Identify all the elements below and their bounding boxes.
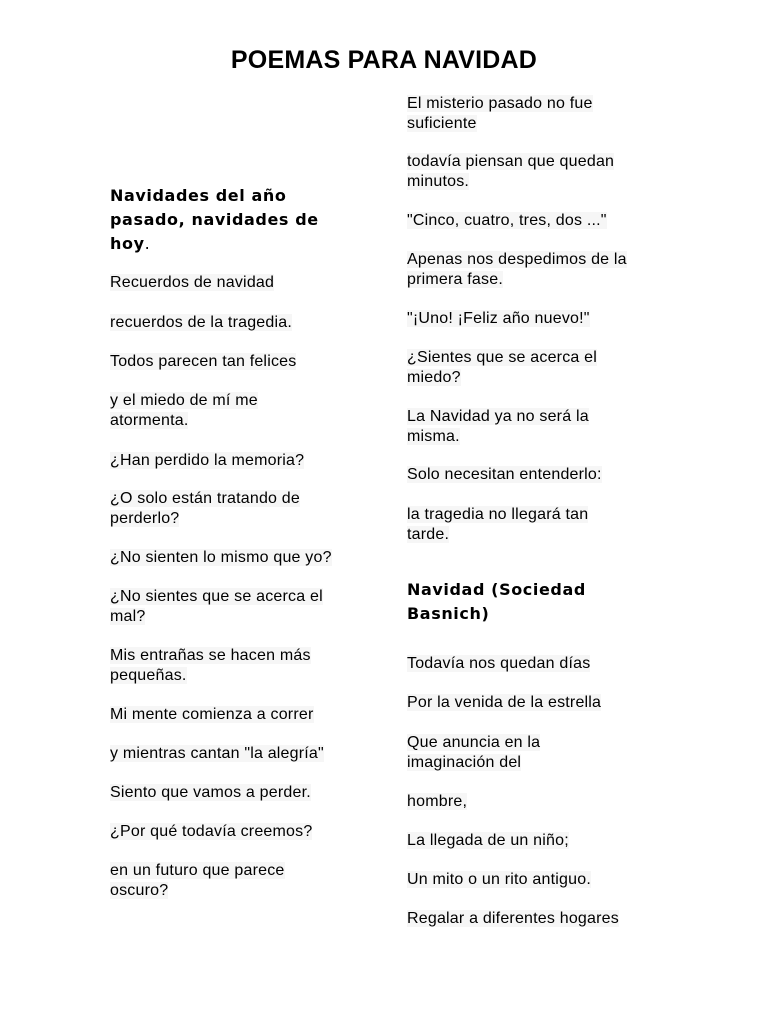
poem-line-text: Todos parecen tan felices bbox=[110, 353, 297, 370]
poem-line bbox=[110, 451, 360, 471]
poem-line bbox=[110, 822, 360, 842]
poem-line-text: ¿Por qué todavía creemos? bbox=[110, 823, 313, 840]
poem-line bbox=[110, 352, 350, 372]
poem-line bbox=[407, 505, 622, 544]
poem-line-text: Apenas nos despedimos de la primera fase. bbox=[407, 251, 627, 288]
poem-line bbox=[110, 313, 350, 333]
poem-line bbox=[110, 489, 335, 528]
poem-line-text: "Cinco, cuatro, tres, dos ..." bbox=[407, 212, 607, 229]
poem-line bbox=[407, 250, 669, 289]
poem-line-text: Siento que vamos a perder. bbox=[110, 784, 311, 801]
poem-line bbox=[110, 273, 350, 293]
poem-line-text: y el miedo de mí me atormenta. bbox=[110, 392, 258, 429]
poem-line-text: ¿No sienten lo mismo que yo? bbox=[110, 549, 332, 566]
poem-line bbox=[407, 733, 577, 772]
poem-heading-navidades bbox=[110, 184, 340, 256]
poem-line bbox=[110, 646, 345, 685]
poem-line-text: ¿O solo están tratando de perderlo? bbox=[110, 490, 300, 527]
poem-line bbox=[110, 744, 370, 764]
left-column bbox=[110, 184, 372, 899]
poem-line-text: ¿Han perdido la memoria? bbox=[110, 452, 305, 469]
poem-line bbox=[407, 407, 632, 446]
poem-line-text: Un mito o un rito antiguo. bbox=[407, 871, 591, 888]
poem-heading-basnich: Navidad (Sociedad Basnich) bbox=[407, 580, 586, 623]
poem-line-text: todavía piensan que quedan minutos. bbox=[407, 153, 615, 190]
poem-line bbox=[407, 465, 669, 485]
poem-line bbox=[110, 391, 300, 430]
poem-line-text: Mi mente comienza a correr bbox=[110, 706, 314, 723]
poem-line bbox=[407, 870, 669, 890]
poem-line-text: Recuerdos de navidad bbox=[110, 274, 275, 291]
poem-line-text: La Navidad ya no será la misma. bbox=[407, 408, 589, 445]
poem-line bbox=[110, 705, 360, 725]
poem-line-text: la tragedia no llegará tan tarde. bbox=[407, 506, 589, 543]
poem-line bbox=[407, 792, 669, 812]
poem-line bbox=[407, 831, 669, 851]
poem-line bbox=[407, 654, 669, 674]
poem-line bbox=[407, 693, 669, 713]
poem-line-text: Solo necesitan entenderlo: bbox=[407, 466, 602, 483]
poem-line-text: Mis entrañas se hacen más pequeñas. bbox=[110, 647, 311, 684]
poem-line bbox=[407, 94, 632, 133]
poem-line bbox=[110, 861, 330, 900]
poem-line-text: ¿No sientes que se acerca el mal? bbox=[110, 588, 323, 625]
poem-line bbox=[110, 587, 360, 626]
poem-line-text: hombre, bbox=[407, 793, 468, 810]
poem-line bbox=[407, 909, 669, 929]
poem-line bbox=[407, 348, 632, 387]
poem-line bbox=[407, 309, 667, 329]
poem-line-text: El misterio pasado no fue suficiente bbox=[407, 95, 593, 132]
poem-line bbox=[110, 783, 360, 803]
poem-line bbox=[407, 152, 657, 191]
poem-line-text: Que anuncia en la imaginación del bbox=[407, 734, 541, 771]
poem-line-text: La llegada de un niño; bbox=[407, 832, 569, 849]
poem-line-text: "¡Uno! ¡Feliz año nuevo!" bbox=[407, 310, 590, 327]
poem-line-text: recuerdos de la tragedia. bbox=[110, 314, 292, 331]
poem-line-text: y mientras cantan "la alegría" bbox=[110, 745, 324, 762]
poem-line-text: Regalar a diferentes hogares bbox=[407, 910, 619, 927]
poem-line-text: Por la venida de la estrella bbox=[407, 694, 602, 711]
poem-line bbox=[110, 548, 365, 568]
poem-line-text: ¿Sientes que se acerca el miedo? bbox=[407, 349, 597, 386]
poem-line-text: en un futuro que parece oscuro? bbox=[110, 862, 285, 899]
document-title: POEMAS PARA NAVIDAD bbox=[230, 46, 538, 74]
poem-line-text: Todavía nos quedan días bbox=[407, 655, 591, 672]
poem-heading-period: . bbox=[144, 234, 151, 253]
poem-heading-text: Navidades del año pasado, navidades de hoy bbox=[110, 186, 319, 253]
poem-line bbox=[407, 211, 667, 231]
